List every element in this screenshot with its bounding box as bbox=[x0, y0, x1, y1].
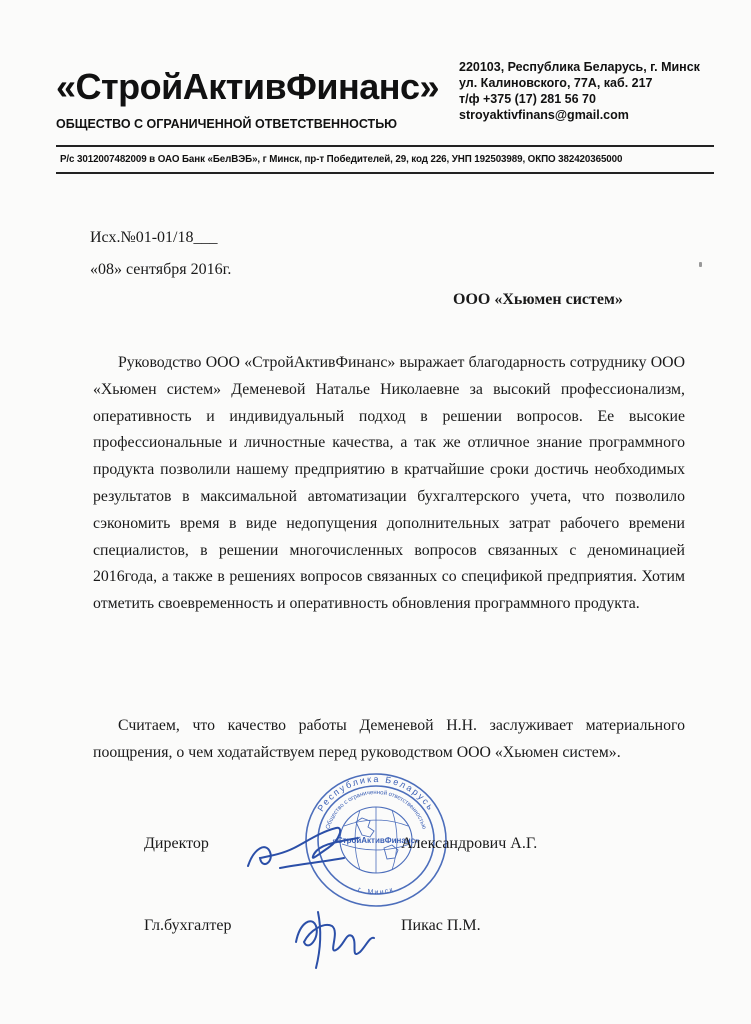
letter-body-2 bbox=[93, 713, 685, 767]
director-signature bbox=[240, 818, 380, 878]
stamp-center-text: «СтройАктивФинанс» bbox=[332, 836, 420, 845]
director-name: Александрович А.Г. bbox=[401, 835, 538, 852]
contact-block bbox=[459, 59, 700, 123]
stamp-outer-text: Республика Беларусь bbox=[315, 773, 437, 814]
svg-text:г. Минск bbox=[357, 886, 395, 896]
letter-date: «08» сентября 2016г. bbox=[90, 261, 232, 278]
company-type: ОБЩЕСТВО С ОГРАНИЧЕННОЙ ОТВЕТСТВЕННОСТЬЮ bbox=[56, 117, 398, 131]
accountant-signature bbox=[290, 902, 380, 972]
address-line-2: ул. Калиновского, 77А, каб. 217 bbox=[459, 76, 653, 90]
stamp-inner-text: Общество с ограниченной ответственностью bbox=[325, 789, 427, 830]
letter-body bbox=[93, 350, 685, 618]
accountant-name: Пикас П.М. bbox=[401, 917, 481, 934]
email: stroyaktivfinans@gmail.com bbox=[459, 108, 629, 122]
paragraph-1: Руководство ООО «СтройАктивФинанс» выражает благодарность сотруднику ООО «Хьюмен систем» Деменевой Наталье Николаевне за высокий профессионализм, оперативность и индивидуальный подход в решении вопросов. Ее высокие профессиональные и личностные качества, а так же отличное знание программного продукта позволили нашему предприятию в кратчайшие сроки достичь необходимых результатов в максимальной автоматизации бухгалтерского учета, что позволило сэкономить время в виде недопущения дополнительных затрат рабочего времени специалистов, в решении многочисленных вопросов связанных с деноминацией 2016года, а также в решениях вопросов связанных со спецификой предприятия. Хотим отметить своевременность и оперативность обновления программного продукта. bbox=[93, 354, 685, 613]
letterhead-rule-top bbox=[56, 145, 714, 147]
accountant-title: Гл.бухгалтер bbox=[144, 917, 232, 934]
recipient: ООО «Хьюмен систем» bbox=[453, 291, 623, 308]
bank-details: Р/с 3012007482009 в ОАО Банк «БелВЭБ», г Минск, пр-т Победителей, 29, код 226, УНП 192503989, ОКПО 382420365000 bbox=[60, 154, 623, 165]
director-title: Директор bbox=[144, 835, 209, 852]
phone: т/ф +375 (17) 281 56 70 bbox=[459, 92, 596, 106]
stamp-bottom-text: г. Минск bbox=[356, 886, 396, 897]
company-name: «СтройАктивФинанс» bbox=[56, 66, 440, 107]
letterhead-rule-bottom bbox=[56, 172, 714, 174]
scan-mark bbox=[699, 262, 702, 267]
outgoing-number: Исх.№01-01/18___ bbox=[90, 229, 218, 246]
paragraph-2: Считаем, что качество работы Деменевой Н.Н. заслуживает материального поощрения, о чем ходатайствуем перед руководством ООО «Хьюмен систем». bbox=[93, 717, 685, 761]
address-line-1: 220103, Республика Беларусь, г. Минск bbox=[459, 60, 700, 74]
